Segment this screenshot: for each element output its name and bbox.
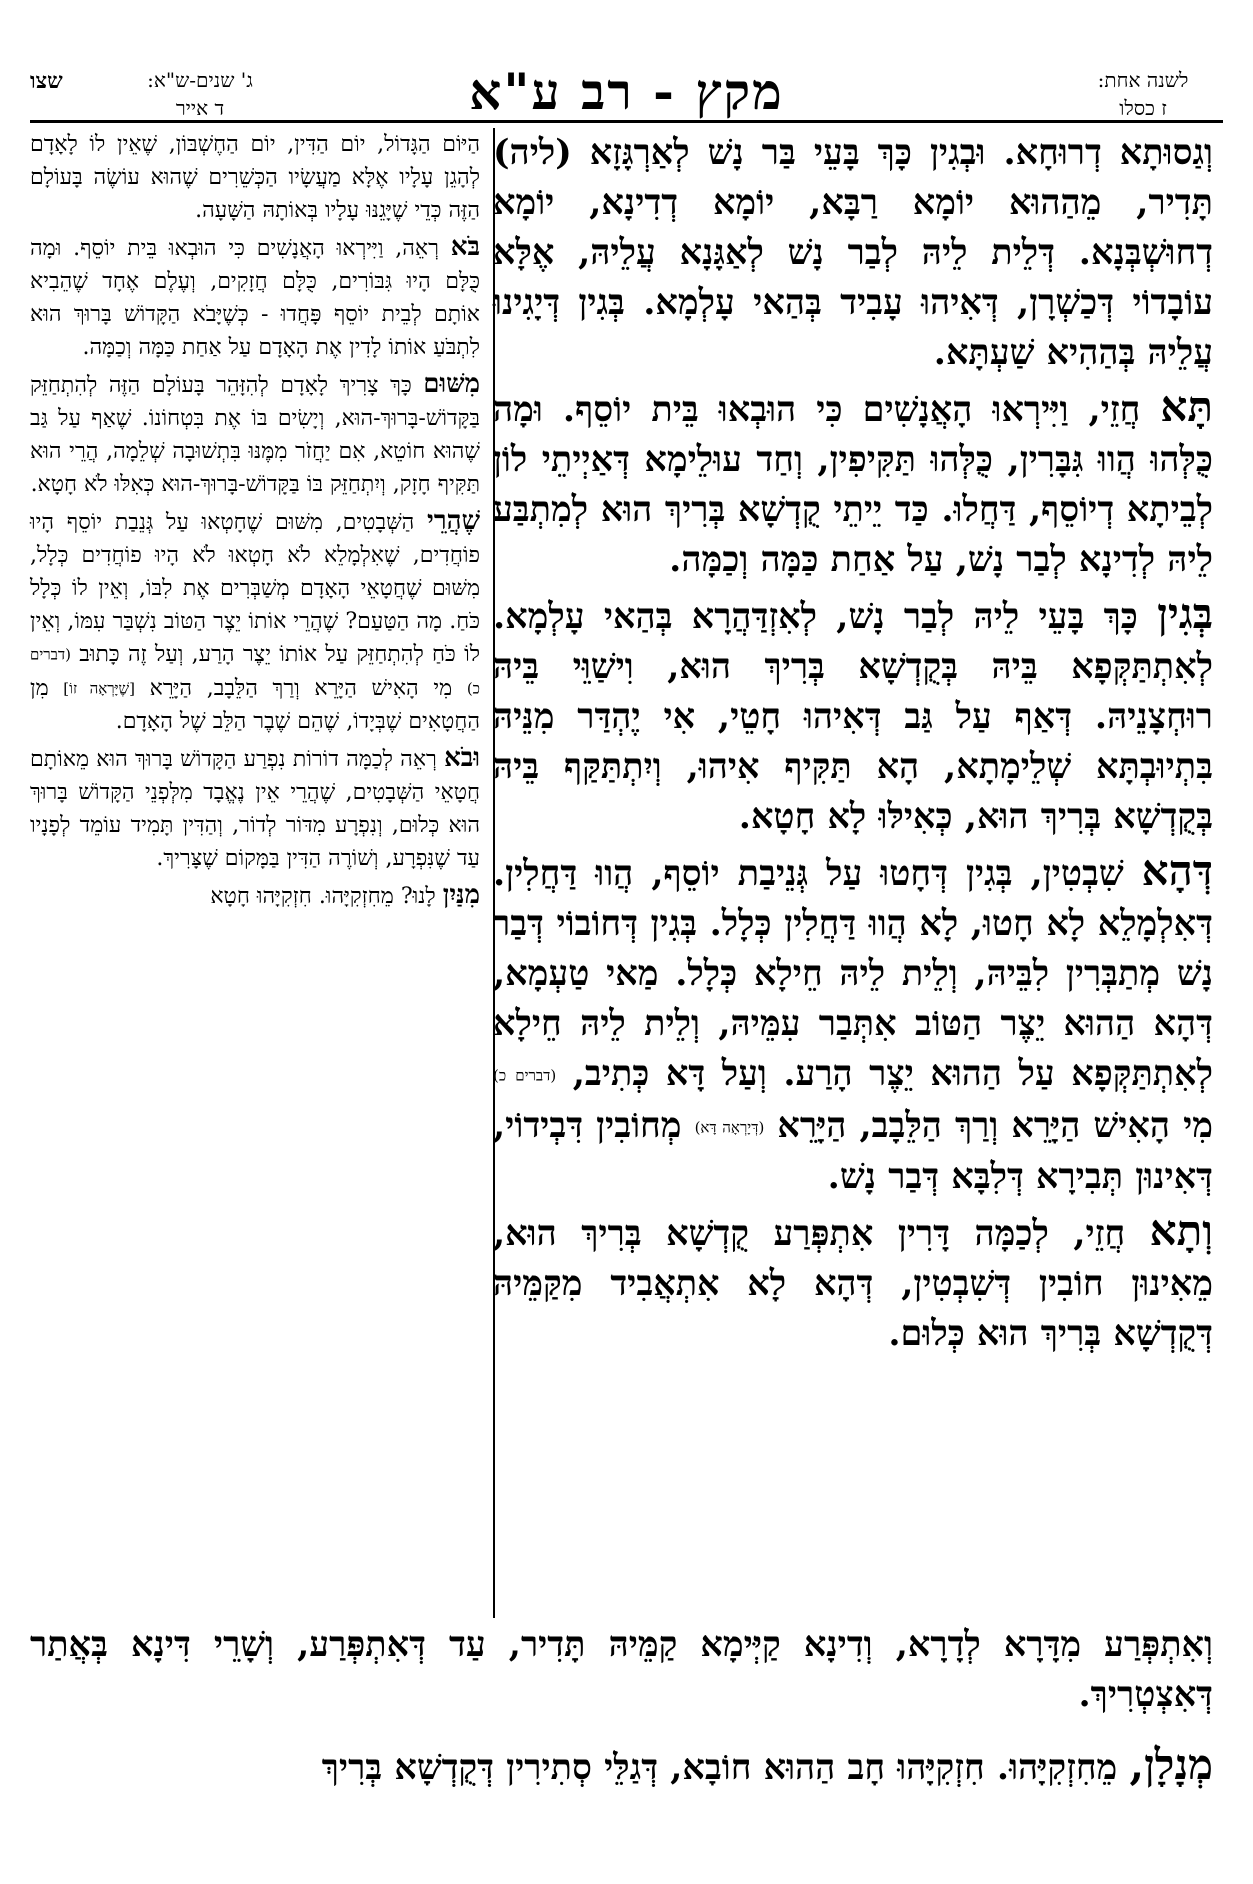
one-year-label: לשנה אחת: — [1097, 68, 1189, 92]
paragraph-text: וְגַסוּתָא דְרוּחָא. וּבְגִין כָּךְ בָּעֵי בַּר נָשׁ לְאַרְגָּזָא (ליה) תָּדִיר, מֵהַהוּא יוֹמָא רַבָּא, יוֹמָא דְדִינָא, יוֹמָא דְחוּשְׁבְּנָא. דְּלֵית לֵיהּ לְבַר נָשׁ לְאַגָּנָא עֲלֵיהּ, אֶלָּא עוֹבָדוֹי דְּכַשְׁרָן, דְּאִיהוּ עָבִיד בְּהַאי עָלְמָא. בְּגִין דְּיָגִינוּ עֲלֵיהּ בְּהַהִיא שַׁעְתָּא. — [493, 132, 1213, 373]
paragraph-text: הַשְּׁבָטִים, מִשּׁוּם שֶׁחָטְאוּ עַל גְּנֵבַת יוֹסֵף הָיוּ פוֹחֲדִים, שֶׁאִלְמָלֵא לֹא חָטְאוּ לֹא הָיוּ פוֹחֲדִים כְּלָל, מִשּׁוּם שֶׁחֲטָאֵי הָאָדָם מְשַׁבְּרִים אֶת לִבּוֹ, וְאֵין לוֹ כְּלָל כֹּחַ. מָה הַטַּעַם? שֶׁהֲרֵי אוֹתוֹ יֵצֶר הַטּוֹב נִשְׁבַּר עִמּוֹ, וְאֵין לוֹ כֹּחַ לְהִתְחַזֵּק עַל אוֹתוֹ יֵצֶר הָרַע, וְעַל זֶה כָּתוּב — [30, 510, 480, 667]
three-year-label: ג' שנים-ש"א: — [147, 68, 253, 92]
paragraph-lead-word: שֶׁהֲרֵי — [427, 506, 480, 536]
three-year-schedule — [100, 66, 300, 122]
hebrew-translation-column — [30, 128, 480, 917]
paragraph-text: כָּךְ בָּעֵי לֵיהּ לְבַר נָשׁ, לְאִזְדַּהֲרָא בְּהַאי עָלְמָא. לְאִתְתַּקְּפָא בֵּיהּ בְּקֻדְשָׁא בְּרִיךְ הוּא, וִישַׁוֵּי בֵּיהּ רוּחְצָנֵיהּ. דְּאַף עַל גַּב דְּאִיהוּ חָטֵי, אִי יֶהְדַּר מִנֵּיהּ בִּתְיוּבְתָּא שְׁלֵימָתָא, הָא תַּקִּיף אִיהוּ, וְיִתְתַּקַּף בֵּיהּ בְּקֻדְשָׁא בְּרִיךְ הוּא, כְּאִילּוּ לָא חָטָא. — [493, 596, 1213, 837]
header-divider — [30, 120, 1223, 123]
main-paragraph-4 — [493, 846, 1213, 1202]
side-paragraph-5 — [30, 742, 480, 875]
paragraph-lead-word: מְנָלָן, — [1129, 1740, 1213, 1789]
paragraph-text: רְאֵה, וַיִּירְאוּ הָאֲנָשִׁים כִּי הוּבְאוּ בֵּית יוֹסֵף. וּמָה כֻּלָּם הָיוּ גִּבּוֹרִים, כֻּלָּם חֲזָקִים, וְעֶלֶם אֶחָד שֶׁהֵבִיא אוֹתָם לְבֵית יוֹסֵף פָּחֲדוּ - כְּשֶׁיָּבֹא הַקָּדוֹשׁ בָּרוּךְ הוּא לִתְבֹּעַ אוֹתוֹ לָדִין אֶת הָאָדָם עַל אַחַת כַּמָּה וְכַמָּה. — [30, 236, 480, 360]
column-divider — [493, 128, 495, 1618]
main-paragraph-5 — [493, 1206, 1213, 1359]
paragraph-lead-word: תָּא — [1160, 382, 1213, 431]
paragraph-text: רְאֵה לְכַמָּה דוֹרוֹת נִפְרַע הַקָּדוֹשׁ בָּרוּךְ הוּא מֵאוֹתָם חֲטָאֵי הַשְּׁבָטִים, שֶׁהֲרֵי אֵין נֶאֱבָד מִלְּפְנֵי הַקָּדוֹשׁ בָּרוּךְ הוּא כְּלוּם, וְנִפְרָע מִדּוֹר לְדוֹר, וְהַדִּין תָּמִיד עוֹמֵד לְפָנָיו עַד שֶׁנִּפְרָע, וְשׁוֹרֶה הַדִּין בַּמָּקוֹם שֶׁצָּרִיךְ. — [30, 747, 480, 871]
verse-citation: [שֶׁיָּרְאָה זוֹ] — [63, 679, 135, 697]
paragraph-lead-word: בְּגִין — [1157, 589, 1213, 638]
paragraph-text: שִׁבְטִין, בְּגִין דְּחָטוּ עַל גְּנֵיבַת יוֹסֵף, הֲווּ דַּחֲלִין. דְּאִלְמָלֵא לָא חָטוּ, לָא הֲווּ דַּחֲלִין כְּלָל. בְּגִין דְּחוֹבוֹי דְּבַר נָשׁ מְתַבְּרִין לִבֵּיהּ, וְלֵית לֵיהּ חֵילָא כְּלָל. מַאי טַעְמָא, דְּהָא הַהוּא יֵצֶר הַטּוֹב אִתְּבַר עִמֵּיהּ, וְלֵית לֵיהּ חֵילָא לְאִתְתַּקְּפָא עַל הַהוּא יֵצֶר הָרַע. וְעַל דָּא כְּתִיב, — [493, 853, 1213, 1094]
paragraph-lead-word: בֹּא — [450, 232, 480, 262]
paragraph-text-cont: מִי הָאִישׁ הַיָּרֵא וְרַךְ הַלֵּבָב, הַיָּרֵא — [149, 675, 467, 701]
main-paragraph-3 — [493, 589, 1213, 842]
main-aramaic-column — [493, 128, 1213, 1363]
paragraph-text-cont: מִן הַחֲטָאִים שֶׁבְּיָדוֹ, שֶׁהֵם שֶׁבֶר הַלֵּב שֶׁל הָאָדָם. — [30, 675, 480, 734]
full-width-paragraph-1 — [30, 1620, 1213, 1720]
side-paragraph-4 — [30, 505, 480, 738]
side-paragraph-2 — [30, 231, 480, 364]
paragraph-text-cont: מְחוֹבִין דִּבְידוֹי, דְּאִינוּן תְּבִירָא דְּלִבָּא דְּבַר נָשׁ. — [493, 1104, 1213, 1197]
paragraph-text: מֵחִזְקִיָּהוּ. חִזְקִיָּהוּ חָב הַהוּא חוֹבָא, דְּגַלֵּי סְתִירִין דְּקֻדְשָׁא בְּרִיךְ — [321, 1747, 1130, 1788]
paragraph-text: וְאִתְפְּרַע מִדָּרָא לְדָרָא, וְדִינָא קַיְּימָא קַמֵּיהּ תָּדִיר, עַד דְּאִתְפְּרַע, וְשָׁרֵי דִּינָא בְּאֲתַר דְּאִצְטְרִיךְ. — [30, 1624, 1213, 1715]
paragraph-text-cont: מִי הָאִישׁ הַיָּרֵא וְרַךְ הַלֵּבָב, הַיָּרֵא — [777, 1104, 1214, 1146]
paragraph-lead-word: מִנַּיִן — [442, 880, 480, 910]
paragraph-lead-word: דְּהָא — [1141, 846, 1213, 895]
main-paragraph-1 — [493, 128, 1213, 378]
full-width-paragraph-2 — [30, 1740, 1213, 1793]
paragraph-text: כָּךְ צָרִיךְ לָאָדָם לְהִזָּהֵר בָּעוֹלָם הַזֶּה לְהִתְחַזֵּק בַּקָּדוֹשׁ-בָּרוּךְ-הוּא, וְיָשִׂים בּוֹ אֶת בִּטְחוֹנוֹ. שֶׁאַף עַל גַּב שֶׁהוּא חוֹטֵא, אִם יַחֲזֹר מִמֶּנּוּ בִּתְשׁוּבָה שְׁלֵמָה, הֲרֵי הוּא תַּקִּיף חָזָק, וְיִתְחַזֵּק בּוֹ בַּקָּדוֹשׁ-בָּרוּךְ-הוּא כְּאִלּוּ לֹא חָטָא. — [30, 373, 480, 497]
paragraph-lead-word: מִשּׁוּם — [423, 369, 480, 399]
paragraph-text: חֲזֵי, וַיִּירְאוּ הָאֲנָשִׁים כִּי הוּבְאוּ בֵּית יוֹסֵף. וּמָה כֻּלְּהוּ הֲווּ גִּבָּרִין, כֻּלְּהוּ תַּקִּיפִין, וְחַד עוּלֵימָא דְּאַיְיתֵי לוֹן לְבֵיתָא דְיוֹסֵף, דַּחֲלוּ. כַּד יֵיתֵי קֻדְשָׁא בְּרִיךְ הוּא לְמִתְבַּע לֵיהּ לְדִינָא לְבַר נָשׁ, עַל אַחַת כַּמָּה וְכַמָּה. — [493, 389, 1213, 580]
verse-citation: (דְּיָרְאָה דָּא) — [694, 1118, 765, 1136]
paragraph-text: חֲזֵי, לְכַמָּה דָּרִין אִתְפְּרַע קֻדְשָׁא בְּרִיךְ הוּא, מֵאִינוּן חוֹבִין דְּשִׁבְטִין, דְּהָא לָא אִתְאֲבִיד מִקַּמֵּיהּ דְּקֻדְשָׁא בְּרִיךְ הוּא כְּלוּם. — [493, 1213, 1213, 1354]
page-title: מקץ - רב ע"א — [469, 62, 784, 121]
page-number: שצו — [30, 68, 63, 94]
side-paragraph-6 — [30, 879, 480, 913]
verse-citation: (דברים כ) — [493, 1066, 557, 1085]
paragraph-text: הַיּוֹם הַגָּדוֹל, יוֹם הַדִּין, יוֹם הַחֶשְׁבּוֹן, שֶׁאֵין לוֹ לָאָדָם לְהָגֵן עָלָיו אֶלָּא מַעֲשָׂיו הַכְּשֵׁרִים שֶׁהוּא עוֹשֶׂה בָּעוֹלָם הַזֶּה כְּדֵי שֶׁיָּגֵנּוּ עָלָיו בְּאוֹתָהּ הַשָּׁעָה. — [30, 132, 480, 223]
three-year-date: ד אייר — [175, 96, 225, 120]
paragraph-lead-word: וְתָא — [1149, 1206, 1213, 1255]
paragraph-lead-word: וּבֹא — [444, 743, 480, 773]
main-paragraph-2 — [493, 382, 1213, 585]
side-paragraph-1 — [30, 128, 480, 227]
one-year-date: ז כסלו — [1119, 96, 1167, 120]
side-paragraph-3 — [30, 368, 480, 501]
paragraph-text: לָנוּ? מֵחִזְקִיָּהוּ. חִזְקִיָּהוּ חָטָא — [210, 884, 443, 909]
verse-citation: (דברים כ) — [30, 645, 480, 697]
